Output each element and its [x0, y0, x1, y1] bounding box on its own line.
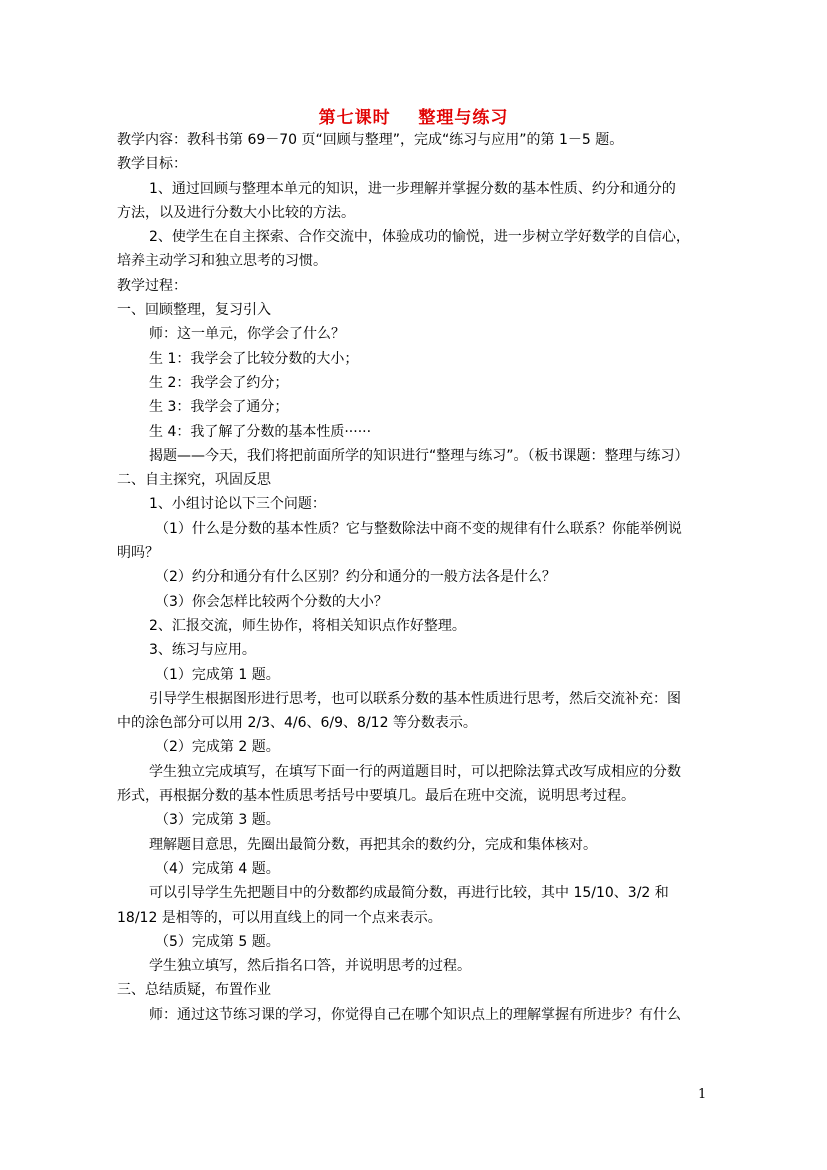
- text-line: 教学过程：: [117, 277, 187, 294]
- text-line: 可以引导学生先把题目中的分数都约成最简分数，再进行比较，其中 15/10、3/2 和: [149, 885, 669, 902]
- text-line: 生 1：我学会了比较分数的大小；: [149, 350, 359, 367]
- page-number: 1: [698, 1087, 707, 1102]
- text-line: 二、自主探究，巩固反思: [117, 472, 271, 489]
- text-line: 形式，再根据分数的基本性质思考括号中要填几。最后在班中交流，说明思考过程。: [117, 788, 635, 805]
- text-line: 一、回顾整理，复习引入: [117, 302, 271, 319]
- text-line: （5）完成第 5 题。: [155, 933, 280, 950]
- text-line: （2）完成第 2 题。: [155, 739, 280, 756]
- text-line: （1）完成第 1 题。: [155, 666, 280, 683]
- text-line: 理解题目意思，先圈出最简分数，再把其余的数约分，完成和集体核对。: [149, 836, 597, 853]
- text-line: 教学目标：: [117, 156, 187, 173]
- text-line: 2、汇报交流，师生协作，将相关知识点作好整理。: [149, 617, 466, 634]
- text-line: （1）什么是分数的基本性质？它与整数除法中商不变的规律有什么联系？你能举例说: [155, 520, 682, 537]
- text-line: 生 3：我学会了通分；: [149, 399, 289, 416]
- text-line: （3）完成第 3 题。: [155, 812, 280, 829]
- text-line: 明吗？: [117, 545, 159, 562]
- text-line: 2、使学生在自主探索、合作交流中，体验成功的愉悦，进一步树立学好数学的自信心，: [149, 229, 690, 246]
- text-line: 引导学生根据图形进行思考，也可以联系分数的基本性质进行思考，然后交流补充：图: [149, 690, 681, 707]
- text-line: 18/12 是相等的，可以用直线上的同一个点来表示。: [117, 909, 442, 926]
- text-line: （2）约分和通分有什么区别？约分和通分的一般方法各是什么？: [155, 569, 556, 586]
- text-line: 方法，以及进行分数大小比较的方法。: [117, 204, 355, 221]
- text-line: 学生独立填写，然后指名口答，并说明思考的过程。: [149, 958, 471, 975]
- text-line: 1、小组讨论以下三个问题：: [149, 496, 326, 513]
- text-line: 1、通过回顾与整理本单元的知识，进一步理解并掌握分数的基本性质、约分和通分的: [149, 180, 676, 197]
- text-line: （3）你会怎样比较两个分数的大小？: [155, 593, 388, 610]
- text-line: 揭题——今天，我们将把前面所学的知识进行“整理与练习”。（板书课题：整理与练习）: [149, 447, 689, 464]
- text-line: 师：这一单元，你学会了什么？: [149, 326, 345, 343]
- text-line: （4）完成第 4 题。: [155, 860, 280, 877]
- text-line: 教学内容：教科书第 69－70 页“回顾与整理”，完成“练习与应用”的第 1－5 题。: [117, 132, 624, 148]
- text-line: 生 2：我学会了约分；: [149, 374, 289, 391]
- text-line: 中的涂色部分可以用 2/3、4/6、6/9、8/12 等分数表示。: [117, 715, 477, 732]
- text-line: 3、练习与应用。: [149, 642, 256, 659]
- text-line: 三、总结质疑，布置作业: [117, 982, 271, 999]
- text-line: 学生独立完成填写，在填写下面一行的两道题目时，可以把除法算式改写成相应的分数: [149, 763, 681, 780]
- text-line: 师：通过这节练习课的学习，你觉得自己在哪个知识点上的理解掌握有所进步？有什么: [149, 1006, 681, 1023]
- text-line: 生 4：我了解了分数的基本性质······: [149, 423, 372, 440]
- lesson-body: [117, 128, 705, 1027]
- text-line: 培养主动学习和独立思考的习惯。: [117, 253, 327, 270]
- lesson-title: 第七课时 整理与练习: [318, 108, 509, 128]
